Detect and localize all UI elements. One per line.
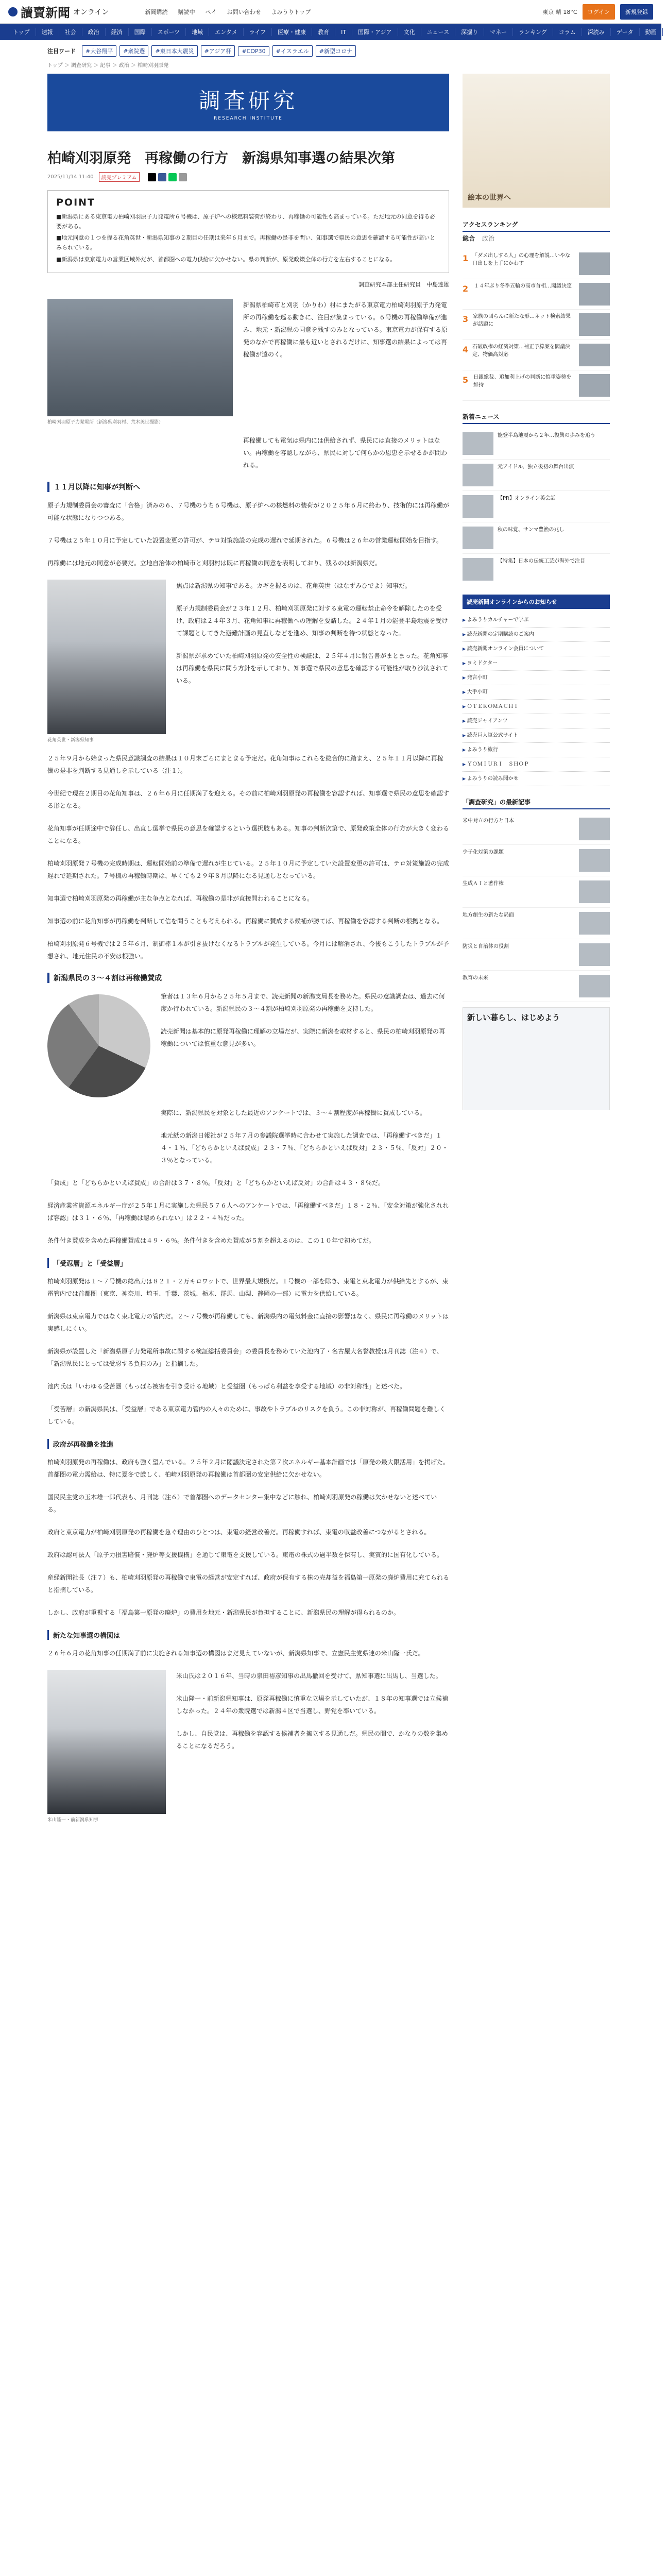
service-link[interactable]: ▶ ＹＯＭＩＵＲＩ ＳＨＯＰ bbox=[463, 757, 610, 772]
paragraph: ２６年６月の花角知事の任期満了前に実施される知事選の構図はまだ見えていないが、新潟県知事で、立憲民主党県連の米山隆一氏だ。 bbox=[47, 1650, 424, 1657]
tag[interactable]: #COP30 bbox=[238, 46, 269, 56]
paragraph: 筆者は１３年６月から２５年５月まで、読売新聞の新潟支局長を務めた。県民の意識調査は、過去に何度か行われている。新潟県民の３〜４割が柏崎刈羽原発の再稼働を支持した。 bbox=[161, 993, 445, 1013]
nav-item[interactable]: 速報 bbox=[36, 28, 59, 36]
paragraph: 今世紀で現在２期目の花角知事は、２６年６月に任期満了を迎える。その前に柏崎刈羽原発の再稼働を容認すれば、知事選で県民の意思を確認する形となる。 bbox=[47, 790, 450, 810]
news-item[interactable]: 秋の味覚、サンマ豊漁の兆し bbox=[463, 522, 610, 554]
service-link[interactable]: ▶ ＯＴＥＫＯＭＡＣＨＩ bbox=[463, 700, 610, 714]
service-link[interactable]: ▶ 発言小町 bbox=[463, 671, 610, 685]
section-banner[interactable]: 調査研究 RESEARCH INSTITUTE bbox=[47, 74, 449, 131]
point-box bbox=[47, 190, 449, 273]
tab-all[interactable]: 総合 bbox=[463, 235, 475, 242]
nav-item[interactable]: 経済 bbox=[106, 28, 129, 36]
nav-item[interactable]: ニュース bbox=[421, 28, 455, 36]
login-button[interactable]: ログイン bbox=[583, 4, 615, 20]
service-link[interactable]: ▶ 読売新聞の定期購読のご案内 bbox=[463, 628, 610, 642]
subsection-heading: 新たな知事選の構図は bbox=[47, 1630, 449, 1640]
opinion-item[interactable]: 地方創生の新たな局面 bbox=[463, 908, 610, 939]
service-link[interactable]: ▶ 読売新聞オンライン会員について bbox=[463, 642, 610, 656]
paragraph: 池内氏は「いわゆる受苦圏（もっぱら被害を引き受ける地域）と受益圏（もっぱら利益を享受する地域）の非対称性」と述べた。 bbox=[47, 1383, 406, 1391]
nav-item[interactable]: 動画 bbox=[640, 28, 663, 36]
paragraph: 新潟県が求めていた柏崎刈羽原発の安全性の検証は、２５年４月に報告書がまとまった。花角知事は再稼働を県民に問う方針を示しており、知事選で県民の意思を確認する可能性が取り沙汰されている。 bbox=[176, 652, 449, 685]
service-link[interactable]: ▶ 読売ジャイアンツ bbox=[463, 714, 610, 728]
paragraph: 政府と東京電力が柏崎刈羽原発の再稼働を急ぐ理由のひとつは、東電の経営改善だ。再稼働すれば、東電の収益改善につながるとされる。 bbox=[47, 1529, 431, 1536]
opinion-item[interactable]: 教育の未来 bbox=[463, 971, 610, 1002]
photo-caption: 花角英世・新潟県知事 bbox=[47, 738, 94, 743]
premium-badge: 読売プレミアム bbox=[99, 172, 140, 182]
byline: 調査研究本部主任研究員 中島達雄 bbox=[358, 281, 449, 289]
signup-button[interactable]: 新規登録 bbox=[620, 4, 653, 20]
paragraph: ７号機は２５年１０月に予定していた設置変更の許可が、テロ対策施設の完成の遅れで延期された。６号機は２６年の営業運転開始を目指す。 bbox=[47, 537, 443, 545]
service-link[interactable]: ▶ よみうりの読み聞かせ bbox=[463, 772, 610, 786]
governor-photo bbox=[47, 580, 166, 734]
paragraph: 経済産業省資源エネルギー庁が２５年１月に実施した県民５７６人へのアンケートでは、「再稼働すべきだ」１８・２％、「安全対策が強化されれば容認」は３１・６％、「再稼働は認められない」は２２・４％だった。 bbox=[47, 1202, 449, 1222]
logo-mark-icon bbox=[8, 7, 18, 16]
nav-item[interactable]: 国際 bbox=[129, 28, 152, 36]
nav-item[interactable]: 医療・健康 bbox=[272, 28, 312, 36]
article-date: 2025/11/14 11:40 bbox=[47, 174, 94, 180]
paragraph: 新潟県は東京電力ではなく東北電力の管内だ。２〜７号機が再稼働しても、新潟県内の電気料金に直接の影響はなく、県民に再稼働のメリットは実感しにくい。 bbox=[47, 1313, 449, 1333]
paragraph: 知事選で柏崎刈羽原発の再稼働が主な争点となれば、再稼働の是非が直接問われることになる。 bbox=[47, 895, 314, 903]
paragraph: 再稼働しても電気は県内には供給されず、県民には直接のメリットはない。再稼働を容認しながら、県民に対して何らかの恩恵を示せるかが問われる。 bbox=[243, 437, 448, 469]
paragraph: 柏崎刈羽原発の再稼働は、政府も強く望んでいる。２５年２月に閣議決定された第７次エネルギー基本計画では「原発の最大限活用」を掲げた。首都圏の電力需給は、特に夏冬で厳しく、柏崎刈羽原発の再稼働は首都圏の安定供給に欠かせない。 bbox=[47, 1459, 450, 1479]
service-link[interactable]: ▶ よみうりカルチャーで学ぶ bbox=[463, 613, 610, 628]
paragraph: 実際に、新潟県民を対象とした最近のアンケートでは、３〜４割程度が再稼働に賛成している。 bbox=[161, 1109, 426, 1117]
top-links bbox=[145, 8, 311, 16]
paragraph: 原子力規制委員会が２３年１２月、柏崎刈羽原発に対する東電の運転禁止命令を解除したのを受け、政府は２４年３月、花角知事に再稼働への理解を要請した。２４年１月の能登半島地震を受けて課題としてきた避難計画の見直しなどを進め、知事の判断を待つ状態となった。 bbox=[176, 605, 448, 637]
nav-item[interactable]: IT bbox=[335, 29, 352, 36]
news-item[interactable]: 【特集】日本の伝統工芸が海外で注目 bbox=[463, 554, 610, 585]
nav-item[interactable]: 政治 bbox=[82, 28, 106, 36]
top-link[interactable]: お問い合わせ bbox=[227, 8, 261, 15]
paragraph: 再稼働には地元の同意が必要だ。立地自治体の柏崎市と刈羽村は既に再稼働の同意を表明しており、残るのは新潟県だ。 bbox=[47, 560, 382, 567]
bookmark-icon[interactable] bbox=[179, 173, 187, 181]
ranking-item[interactable]: 4 石破政権の経済対策…補正予算案を閣議決定、物価高対応 bbox=[463, 340, 610, 370]
nav-item[interactable]: 地域 bbox=[186, 28, 209, 36]
nav-item[interactable]: 教育 bbox=[312, 28, 335, 36]
tag[interactable]: #新型コロナ bbox=[316, 45, 356, 57]
nav-item[interactable]: 社会 bbox=[59, 28, 82, 36]
paragraph: 「賛成」と「どちらかといえば賛成」の合計は３７・８％。「反対」と「どちらかといえば反対」の合計は４３・８％だ。 bbox=[47, 1179, 385, 1187]
paragraph: しかし、政府が重視する「福島第一原発の廃炉」の費用を地元・新潟県民が負担することに、新潟県民の理解が得られるのか。 bbox=[47, 1609, 400, 1617]
opinion-pie-chart bbox=[47, 994, 150, 1097]
paragraph: 読売新聞は基本的に原発再稼働に理解の立場だが、実際に新潟を取材すると、県民の柏崎刈羽原発の再稼働については慎重な意見が多い。 bbox=[161, 1028, 446, 1048]
paragraph: 条件付き賛成を含めた再稼働賛成は４９・６％。条件付きを含めた賛成が５割を超えるのは、この１０年で初めてだ。 bbox=[47, 1237, 375, 1245]
nav-item[interactable]: ライフ bbox=[244, 28, 272, 36]
paragraph: 米山氏は２０１６年、当時の泉田裕彦知事の出馬撤回を受けて、県知事選に出馬し、当選した。 bbox=[176, 1672, 442, 1680]
nav-item[interactable]: マネー bbox=[484, 28, 513, 36]
article-title: 柏崎刈羽原発 再稼働の行方 新潟県知事選の結果次第 bbox=[47, 150, 395, 166]
paragraph: 米山隆一・前新潟県知事は、原発再稼働に慎重な立場を示していたが、１８年の知事選では立候補しなかった。２４年の衆院選では新潟４区で当選し、野党を率いている。 bbox=[176, 1695, 449, 1715]
news-item[interactable]: 【PR】オンライン英会話 bbox=[463, 491, 610, 522]
subsection-heading: 「受忍層」と「受益層」 bbox=[47, 1258, 449, 1268]
weather: 東京 晴 18°C bbox=[542, 9, 577, 15]
tag-bar bbox=[0, 40, 661, 59]
paragraph: 知事選の前に花角知事が再稼働を判断して信を問うことも考えられる。再稼働に賛成する候補が勝てば、再稼働を容認する判断の根拠となる。 bbox=[47, 918, 443, 925]
paragraph: 柏崎刈羽原発は１〜７号機の総出力は８２１・２万キロワットで、世界最大規模だ。１号機の一部を除き、東電と東北電力が供給先とするが、東電管内では首都圏（東京、神奈川、埼玉、千葉、茨城、栃木、群馬、山梨、静岡の一部）に電力を供給している。 bbox=[47, 1278, 449, 1298]
top-link[interactable]: 購読中 bbox=[178, 8, 195, 15]
tag[interactable]: #アジア杯 bbox=[201, 45, 235, 57]
paragraph: 焦点は新潟県の知事である。カギを握るのは、花角英世（はなずみひでよ）知事だ。 bbox=[176, 582, 412, 590]
paragraph: 新潟県が設置した「新潟県原子力発電所事故に関する検証総括委員会」の委員長を務めていた池内了・名古屋大名誉教授は月刊誌（注４）で、「新潟県民にとっては受忍する負担のみ」と指摘した。 bbox=[47, 1348, 443, 1368]
ranking-header: アクセスランキング bbox=[463, 220, 610, 232]
service-link[interactable]: ▶ 大手小町 bbox=[463, 685, 610, 700]
main-nav bbox=[0, 24, 667, 40]
service-link[interactable]: ▶ よみうり旅行 bbox=[463, 743, 610, 757]
nav-item[interactable]: 深掘り bbox=[455, 28, 484, 36]
paragraph: 「受苦層」の新潟県民は、「受益層」である東京電力管内の人々のために、事故やトラブルのリスクを負う。この非対称が、再稼働問題を難しくしている。 bbox=[47, 1405, 446, 1426]
share-line-icon[interactable] bbox=[168, 173, 177, 181]
paragraph: 地元紙の新潟日報社が２５年７月の参議院選挙時に合わせて実施した調査では、「再稼働すべきだ」１４・１％、「どちらかといえば賛成」２３・７％、「どちらかといえば反対」２３・５％、「反対」２０・３％となっている。 bbox=[161, 1132, 449, 1164]
search-icon[interactable]: ⌕ bbox=[662, 28, 667, 36]
share-facebook-icon[interactable] bbox=[158, 173, 166, 181]
top-link[interactable]: 新聞購読 bbox=[145, 8, 168, 15]
paragraph: 原子力規制委員会の審査に「合格」済みの６、７号機のうち６号機は、原子炉への核燃料の装荷が２０２５年６月に終わり、技術的には再稼働が可能な状態になりつつある。 bbox=[47, 502, 450, 522]
nav-item[interactable]: 文化 bbox=[398, 28, 421, 36]
paragraph: 花角知事が任期途中で辞任し、出直し選挙で県民の意思を確認するという選択肢もある。知事の判断次第で、原発政策全体の行方が大きく変わることになる。 bbox=[47, 825, 449, 845]
opinion-header: 「調査研究」の最新記事 bbox=[463, 798, 610, 809]
article-meta bbox=[47, 172, 449, 182]
point-item: ■地元同意の１つを握る花角英世・新潟県知事の２期目の任期は来年６月まで。再稼働の是非を問い、知事選で県民の意思を確認する可能性が高いとみられている。 bbox=[56, 234, 436, 251]
breadcrumb[interactable]: トップ ＞ 調査研究 ＞ 記事 ＞ 政治 ＞ 柏崎刈羽原発 bbox=[47, 63, 169, 69]
ranking-item[interactable]: 2 １４年ぶり冬季五輪の高市首相…閣議決定 bbox=[463, 279, 610, 310]
paragraph: しかし、自民党は、再稼働を容認する候補者を擁立する見通しだ。県民の間で、かなりの数を集めることになるだろう。 bbox=[176, 1730, 448, 1750]
nav-item[interactable]: データ bbox=[611, 28, 640, 36]
tag[interactable]: #イスラエル bbox=[272, 45, 313, 57]
opinion-item[interactable]: 防災と自治体の役割 bbox=[463, 939, 610, 971]
plant-photo bbox=[47, 299, 233, 416]
tag[interactable]: #大谷翔平 bbox=[82, 45, 116, 57]
paragraph: ２５年９月から始まった県民意識調査の結果は１０月末ごろにまとまる予定だ。花角知事はこれらを総合的に踏まえ、２５年１１月以降に再稼働の是非を判断する見通しを示している（注１）。 bbox=[47, 755, 443, 775]
service-link[interactable]: ▶ 読売巨人軍公式サイト bbox=[463, 728, 610, 743]
sidebar bbox=[463, 74, 610, 1832]
news-header: 新着ニュース bbox=[463, 412, 610, 424]
article bbox=[47, 74, 449, 1832]
section-heading: １１月以降に知事が判断へ bbox=[47, 482, 449, 492]
tag[interactable]: #東日本大震災 bbox=[151, 45, 197, 57]
point-item: ■新潟県は東京電力の営業区域外だが、首都圏への電力供給に欠かせない。県の判断が、原発政策全体の行方を左右することになる。 bbox=[56, 256, 396, 263]
top-bar bbox=[0, 0, 661, 24]
nav-item[interactable]: エンタメ bbox=[209, 28, 244, 36]
point-item: ■新潟県にある東京電力柏崎刈羽原子力発電所６号機は、原子炉への核燃料装荷が終わり、再稼働の可能性も高まっている。ただ地元の同意を得る必要がある。 bbox=[56, 213, 436, 230]
tab-politics[interactable]: 政治 bbox=[482, 235, 495, 242]
point-title: POINT bbox=[56, 197, 96, 208]
subsection-heading: 政府が再稼働を推進 bbox=[47, 1439, 449, 1449]
paragraph: 産経新聞社長（注７）も、柏崎刈羽原発の再稼働で東電の経営が安定すれば、政府が保有する株の売却益を福島第一原発の廃炉費用に充てられると指摘している。 bbox=[47, 1574, 450, 1594]
nav-item[interactable]: 国際・アジア bbox=[352, 28, 398, 36]
opinion-item[interactable]: 米中対立の行方と日本 bbox=[463, 814, 610, 845]
sidebar-ad[interactable]: 絵本の世界へ bbox=[463, 74, 610, 208]
yoneyama-photo bbox=[47, 1670, 166, 1814]
share-x-icon[interactable] bbox=[148, 173, 156, 181]
nav-item[interactable]: 深読み bbox=[582, 28, 611, 36]
nav-item[interactable]: スポーツ bbox=[152, 28, 186, 36]
paragraph: 柏崎刈羽原発７号機の完成時期は、運転開始前の準備で遅れが生じている。２５年１０月に予定していた設置変更の許可は、テロ対策施設の完成遅れで延期された。７号機の再稼働時期は、早くても２９年８月以降になる見通しとなっている。 bbox=[47, 860, 450, 880]
sidebar-bottom-ad[interactable]: 新しい暮らし、はじめよう bbox=[463, 1007, 610, 1110]
tag[interactable]: #衆院選 bbox=[119, 45, 148, 57]
service-header: 読売新聞オンラインからのお知らせ bbox=[463, 595, 610, 609]
paragraph: 国民民主党の玉木雄一郎代表も、月刊誌（注６）で首都圏へのデータセンター集中などに触れ、柏崎刈羽原発の稼働は欠かせないと述べている。 bbox=[47, 1494, 437, 1514]
paragraph: 柏崎刈羽原発６号機では２５年６月、制御棒１本が引き抜けなくなるトラブルが発生している。今月には解消され、今後もこうしたトラブルが予想され、地元住民の不安は根強い。 bbox=[47, 940, 449, 960]
ranking-item[interactable]: 5 日銀総裁、追加利上げの判断に慎重姿勢を維持 bbox=[463, 370, 610, 401]
news-item[interactable]: 元アイドル、独立後初の舞台出演 bbox=[463, 460, 610, 491]
ranking-item[interactable]: 1 「ダメ出しする人」の心理を解説…いやな口出しを上手にかわす bbox=[463, 249, 610, 279]
service-link[interactable]: ▶ ヨミドクター bbox=[463, 656, 610, 671]
paragraph: 政府は認可法人「原子力損害賠償・廃炉等支援機構」を通じて東電を支援している。東電の株式の過半数を保有し、実質的に国有化している。 bbox=[47, 1551, 443, 1559]
nav-item[interactable]: ランキング bbox=[513, 28, 553, 36]
opinion-item[interactable]: 少子化対策の課題 bbox=[463, 845, 610, 876]
ranking-item[interactable]: 3 家族の団らんに新たな形…ネット検索結果が話題に bbox=[463, 310, 610, 340]
site-logo[interactable]: 讀賣新聞 オンライン bbox=[8, 3, 109, 21]
photo-caption: 柏崎刈羽原子力発電所（新潟県刈羽村、荒木英世撮影） bbox=[47, 420, 164, 426]
section-heading: 新潟県民の３〜４割は再稼働賛成 bbox=[47, 973, 449, 983]
top-link[interactable]: ペイ bbox=[205, 8, 217, 15]
nav-item[interactable]: トップ bbox=[7, 28, 36, 36]
nav-item[interactable]: コラム bbox=[553, 28, 582, 36]
tags-label: 注目ワード bbox=[47, 48, 76, 55]
photo-caption: 米山隆一・前新潟県知事 bbox=[47, 1818, 99, 1823]
opinion-item[interactable]: 生成ＡＩと著作権 bbox=[463, 876, 610, 908]
top-link[interactable]: よみうりトップ bbox=[271, 8, 311, 15]
paragraph: 新潟県柏崎市と刈羽（かりわ）村にまたがる東京電力柏崎刈羽原子力発電所の再稼働を巡る動きに、注目が集まっている。６号機の再稼働準備が進み、地元・新潟県の同意を残すのみとなっている。東京電力が保有する原発のなかで再稼働に最も近いとされるだけに、知事選の結果によっては再稼働が遠のく。 bbox=[243, 301, 448, 359]
news-item[interactable]: 能登半島地震から２年…復興の歩みを追う bbox=[463, 428, 610, 460]
